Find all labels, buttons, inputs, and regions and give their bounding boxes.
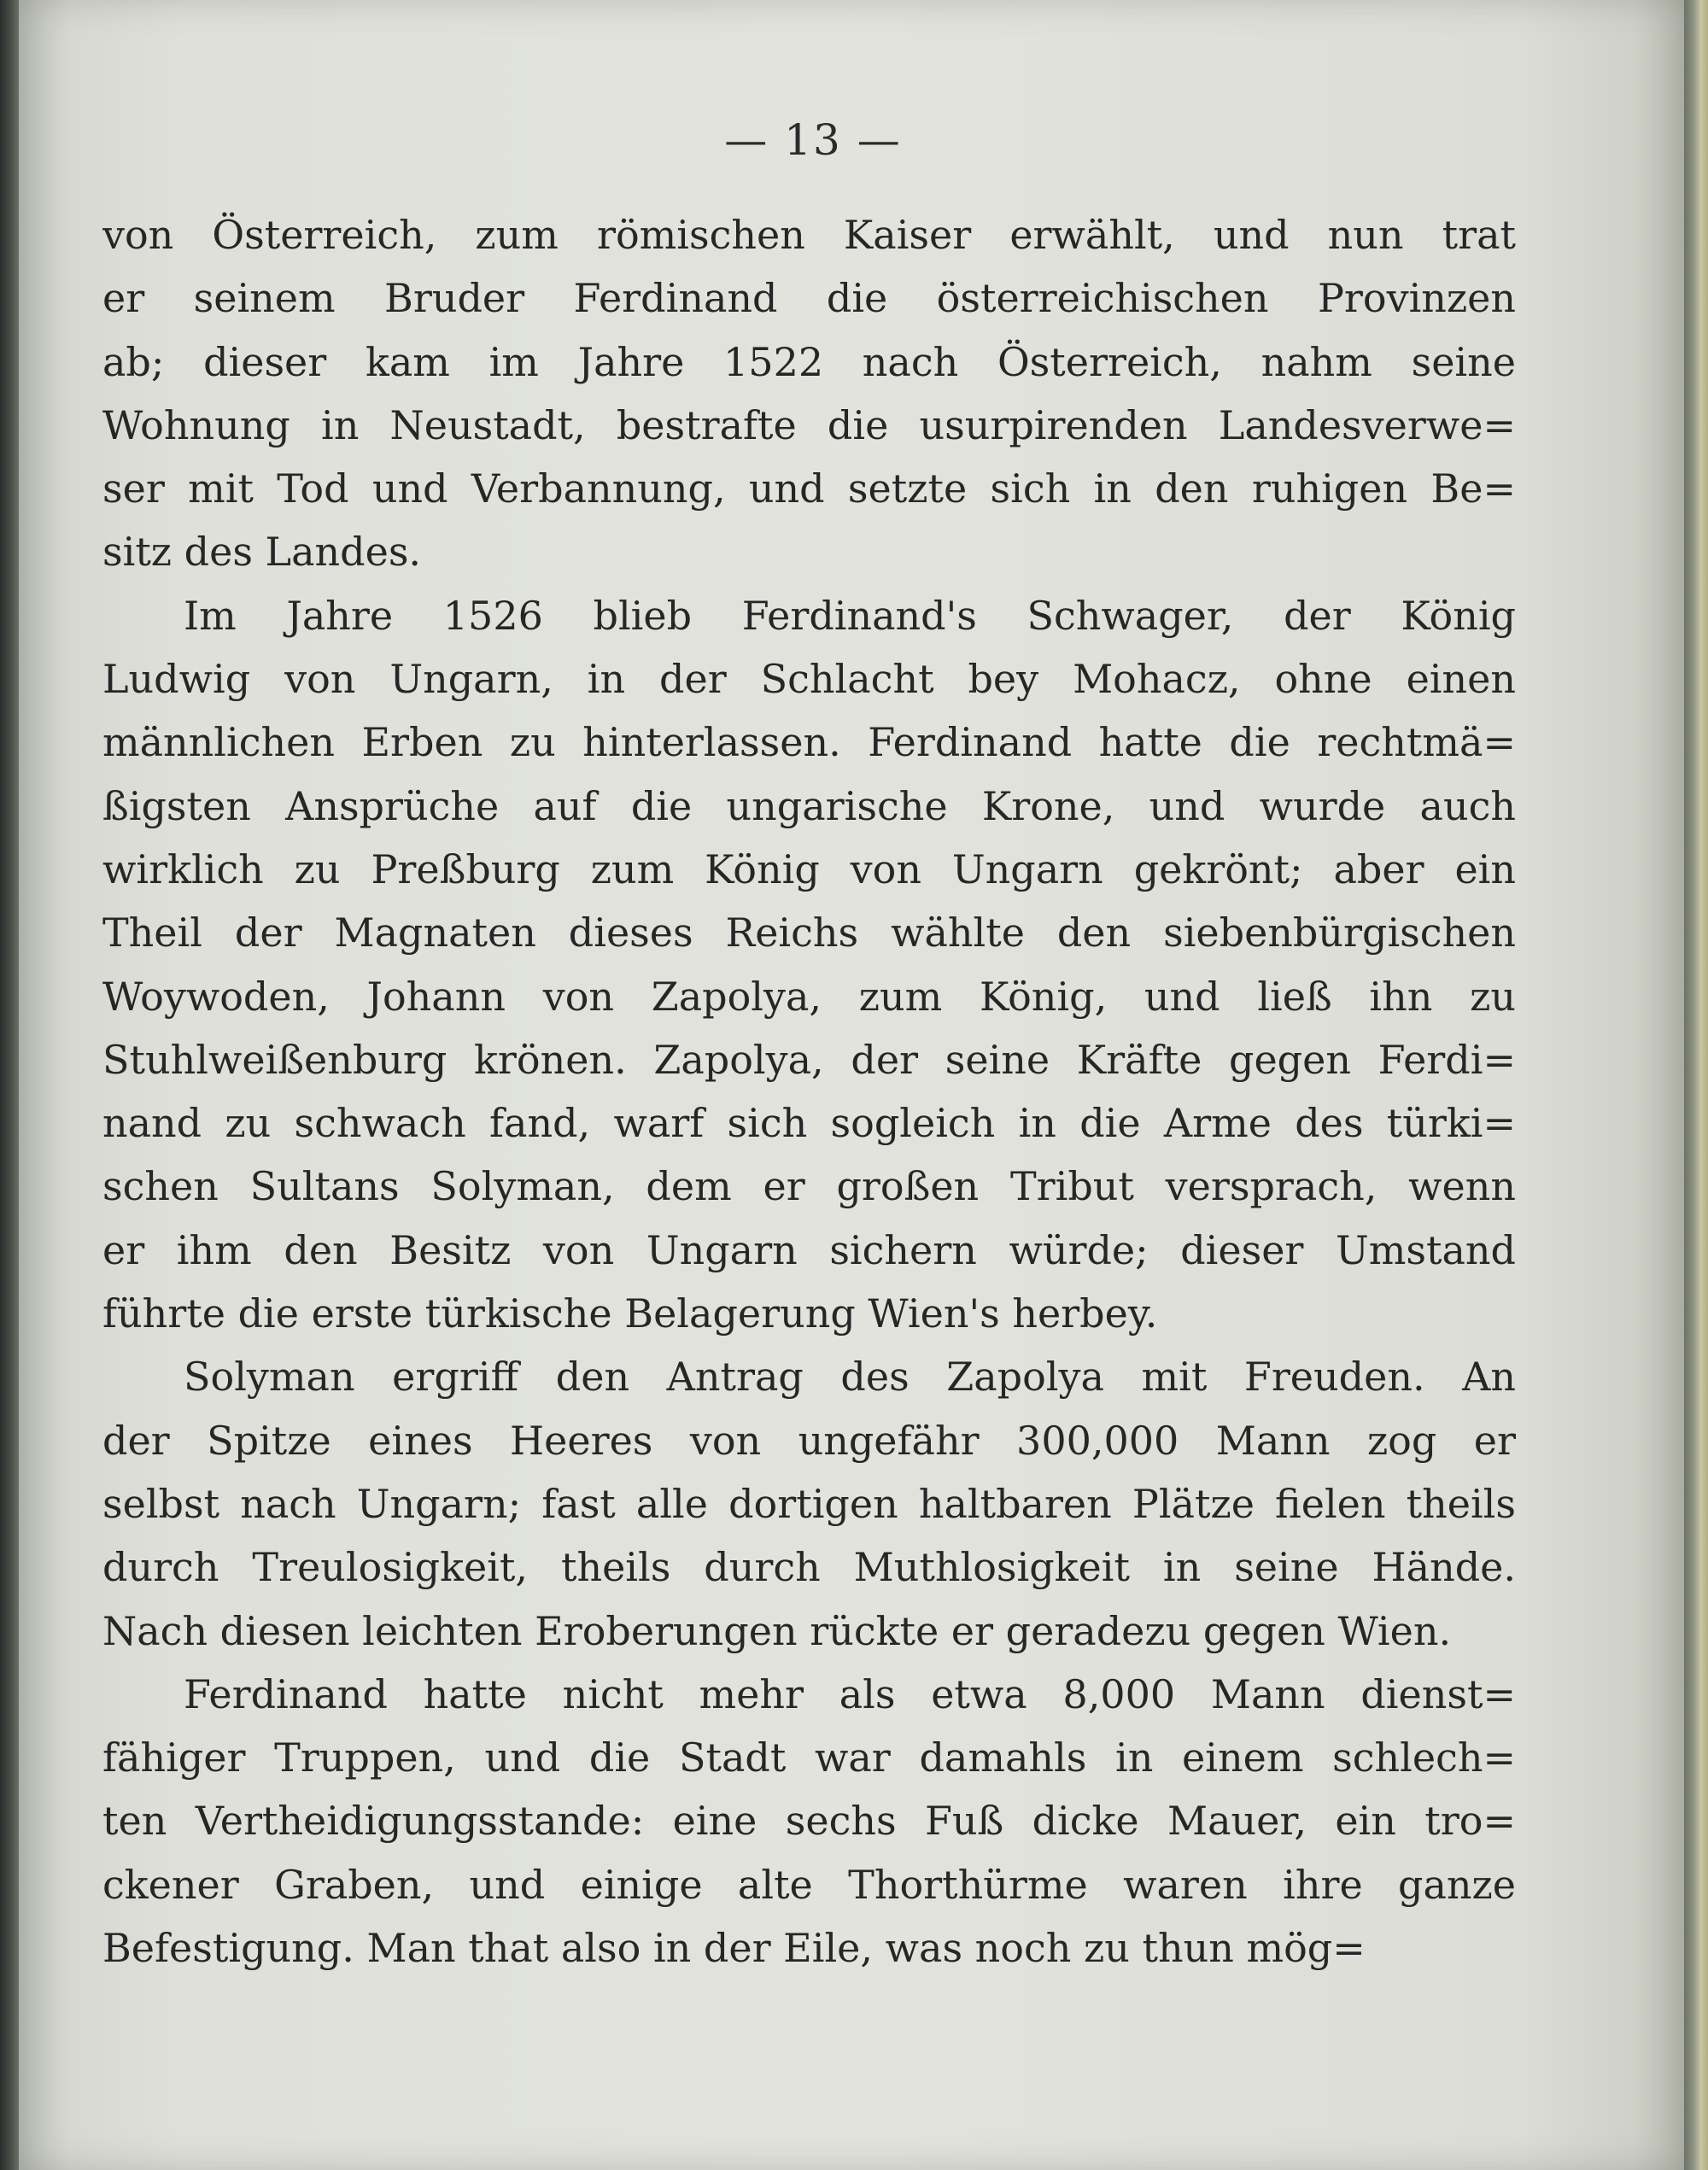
book-edge [1684, 0, 1708, 2170]
text-line: Ludwig von Ungarn, in der Schlacht bey Mohacz, ohne einen [102, 656, 1516, 703]
text-line: ten Vertheidigungsstande: eine sechs Fuß dicke Mauer, ein tro= [102, 1798, 1516, 1845]
text-line: fähiger Truppen, und die Stadt war damahls in einem schlech= [102, 1734, 1516, 1781]
text-line: sitz des Landes. [102, 529, 422, 576]
text-line: ßigsten Ansprüche auf die ungarische Krone, und wurde auch [102, 782, 1516, 829]
text-line: ckener Graben, und einige alte Thorthürme waren ihre ganze [102, 1861, 1516, 1908]
text-line: Im Jahre 1526 blieb Ferdinand's Schwager, der König [184, 592, 1516, 639]
text-line: Befestigung. Man that also in der Eile, was noch zu thun mög= [102, 1925, 1366, 1972]
text-line: wirklich zu Preßburg zum König von Ungarn gekrönt; aber ein [102, 845, 1516, 892]
text-line: selbst nach Ungarn; fast alle dortigen haltbaren Plätze fielen theils [102, 1480, 1516, 1527]
text-line: er ihm den Besitz von Ungarn sichern würde; dieser Umstand [102, 1226, 1516, 1273]
text-line: ser mit Tod und Verbannung, und setzte sich in den ruhigen Be= [102, 465, 1516, 512]
text-line: Solyman ergriff den Antrag des Zapolya mit Freuden. An [184, 1354, 1516, 1401]
text-line: von Österreich, zum römischen Kaiser erwählt, und nun trat [102, 212, 1516, 258]
text-line: er seinem Bruder Ferdinand die österreichischen Provinzen [102, 275, 1516, 322]
text-line: männlichen Erben zu hinterlassen. Ferdinand hatte die rechtmä= [102, 719, 1516, 766]
text-line: der Spitze eines Heeres von ungefähr 300,000 Mann zog er [102, 1417, 1516, 1464]
book-gutter [0, 0, 19, 2170]
text-line: schen Sultans Solyman, dem er großen Tribut versprach, wenn [102, 1163, 1516, 1210]
text-line: Theil der Magnaten dieses Reichs wählte den siebenbürgischen [102, 910, 1516, 956]
body-text [102, 203, 1516, 1980]
text-line: Nach diesen leichten Eroberungen rückte er geradezu gegen Wien. [102, 1607, 1452, 1654]
text-line: durch Treulosigkeit, theils durch Muthlosigkeit in seine Hände. [102, 1544, 1516, 1591]
text-line: nand zu schwach fand, warf sich sogleich in die Arme des türki= [102, 1100, 1516, 1147]
text-line: führte die erste türkische Belagerung Wien's herbey. [102, 1290, 1158, 1337]
text-line: ab; dieser kam im Jahre 1522 nach Österreich, nahm seine [102, 338, 1516, 385]
text-line: Wohnung in Neustadt, bestrafte die usurpirenden Landesverwe= [102, 401, 1516, 448]
text-line: Woywoden, Johann von Zapolya, zum König, und ließ ihn zu [102, 973, 1516, 1020]
book-page [19, 0, 1684, 2170]
page-number: — 13 — [724, 115, 902, 165]
text-line: Stuhlweißenburg krönen. Zapolya, der seine Kräfte gegen Ferdi= [102, 1036, 1516, 1083]
text-line: Ferdinand hatte nicht mehr als etwa 8,000 Mann dienst= [184, 1670, 1516, 1717]
